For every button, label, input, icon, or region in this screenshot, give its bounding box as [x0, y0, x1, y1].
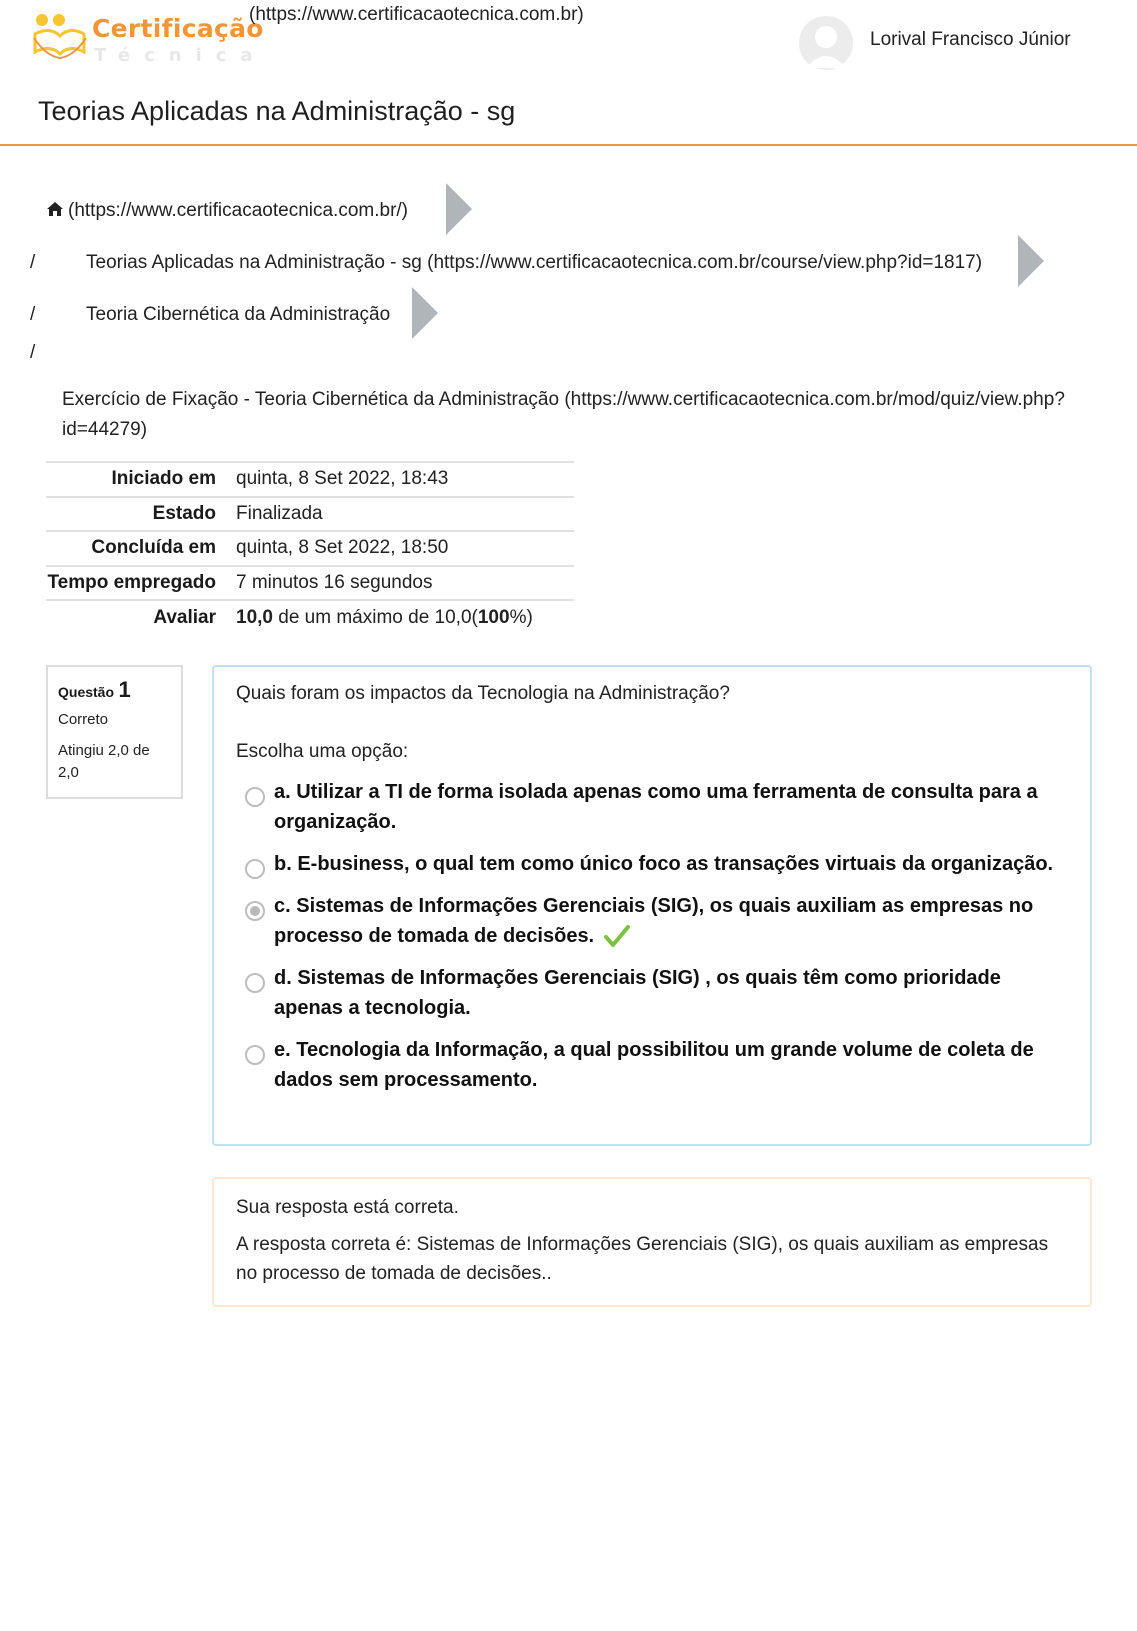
question-state: Correto — [58, 711, 109, 728]
answer-text: c. Sistemas de Informações Gerenciais (SIG), os quais auxiliam as empresas no processo de tomada de decisões. — [274, 895, 1034, 947]
question-info — [46, 665, 183, 799]
table-row — [46, 497, 574, 532]
feedback-status: Sua resposta está correta. — [236, 1197, 459, 1218]
summary-label: Iniciado em — [111, 468, 216, 490]
answer-option-b[interactable] — [236, 849, 1068, 879]
question-text: Quais foram os impactos da Tecnologia na Administração? — [236, 683, 730, 704]
summary-value: quinta, 8 Set 2022, 18:50 — [236, 537, 449, 559]
radio-button-selected[interactable] — [245, 901, 265, 921]
radio-button[interactable] — [245, 973, 265, 993]
grade-value — [236, 600, 574, 635]
logo-sub-text: Técnica — [94, 45, 267, 66]
grade-middle: de um máximo de 10,0( — [272, 606, 478, 628]
summary-label: Estado — [152, 502, 216, 524]
grade-percent: 100 — [477, 606, 510, 628]
table-row — [46, 600, 574, 635]
user-silhouette-icon — [799, 16, 853, 70]
answer-option-e[interactable] — [236, 1035, 1068, 1095]
breadcrumb-separator: / — [30, 252, 36, 273]
answer-feedback — [212, 1177, 1092, 1307]
breadcrumb-home[interactable] — [46, 200, 408, 222]
logo-mark-icon — [32, 12, 88, 64]
answer-option-a[interactable] — [236, 777, 1068, 837]
breadcrumb-quiz[interactable]: Exercício de Fixação - Teoria Cibernética da Administração (https://www.certificacaotecnica.com.br/mod/quiz/view.php?id=44279) — [62, 389, 1065, 440]
table-row — [46, 462, 574, 497]
user-avatar[interactable] — [799, 16, 853, 70]
question-number: 1 — [118, 677, 131, 702]
answer-options — [236, 777, 1068, 1095]
breadcrumb-chevron-icon — [412, 287, 438, 339]
summary-value: Finalizada — [236, 502, 323, 524]
summary-label: Concluída em — [91, 537, 216, 559]
user-name[interactable]: Lorival Francisco Júnior — [870, 29, 1071, 50]
correct-check-icon — [604, 924, 630, 948]
breadcrumb-section[interactable]: Teoria Cibernética da Administração — [86, 304, 391, 325]
answer-text: d. Sistemas de Informações Gerenciais (SIG) , os quais têm como prioridade apenas a tecnologia. — [274, 967, 1001, 1019]
site-url-link[interactable]: (https://www.certificacaotecnica.com.br) — [249, 4, 584, 25]
radio-button[interactable] — [245, 859, 265, 879]
breadcrumb-separator: / — [30, 304, 36, 325]
breadcrumb-separator: / — [30, 342, 36, 363]
site-logo[interactable] — [32, 12, 267, 66]
summary-label: Avaliar — [153, 606, 216, 628]
table-row — [46, 566, 574, 601]
grade-score: 10,0 — [236, 606, 273, 628]
radio-button[interactable] — [245, 787, 265, 807]
answer-text: b. E-business, o qual tem como único foco as transações virtuais da organização. — [274, 853, 1054, 875]
breadcrumb-chevron-icon — [1018, 235, 1044, 287]
breadcrumb-course[interactable]: Teorias Aplicadas na Administração - sg (https://www.certificacaotecnica.com.br/course/view.php?id=1817) — [86, 252, 983, 273]
radio-button[interactable] — [245, 1045, 265, 1065]
breadcrumb-home-label: (https://www.certificacaotecnica.com.br/) — [68, 200, 408, 221]
question-content — [212, 665, 1092, 1146]
answer-option-c[interactable] — [236, 891, 1068, 951]
summary-value: quinta, 8 Set 2022, 18:43 — [236, 468, 449, 490]
question-heading — [58, 677, 171, 703]
logo-brand-text: Certificação — [92, 14, 264, 43]
attempt-summary-table — [46, 461, 574, 635]
grade-end: %) — [509, 606, 533, 628]
question-prompt: Escolha uma opção: — [236, 741, 409, 762]
question-label: Questão — [58, 684, 115, 700]
feedback-right-answer: A resposta correta é: Sistemas de Informações Gerenciais (SIG), os quais auxiliam as empresas no processo de tomada de decisões.. — [236, 1234, 1049, 1284]
answer-option-d[interactable] — [236, 963, 1068, 1023]
page-title: Teorias Aplicadas na Administração - sg — [38, 96, 516, 126]
question-grade: Atingiu 2,0 de 2,0 — [58, 742, 150, 781]
summary-label: Tempo empregado — [47, 571, 216, 593]
page-header — [0, 0, 1137, 146]
summary-value: 7 minutos 16 segundos — [236, 571, 433, 593]
breadcrumb-chevron-icon — [446, 183, 472, 235]
answer-text: e. Tecnologia da Informação, a qual possibilitou um grande volume de coleta de dados sem processamento. — [274, 1039, 1034, 1091]
answer-text: a. Utilizar a TI de forma isolada apenas como uma ferramenta de consulta para a organização. — [274, 781, 1038, 833]
table-row — [46, 531, 574, 566]
home-icon — [46, 201, 64, 217]
